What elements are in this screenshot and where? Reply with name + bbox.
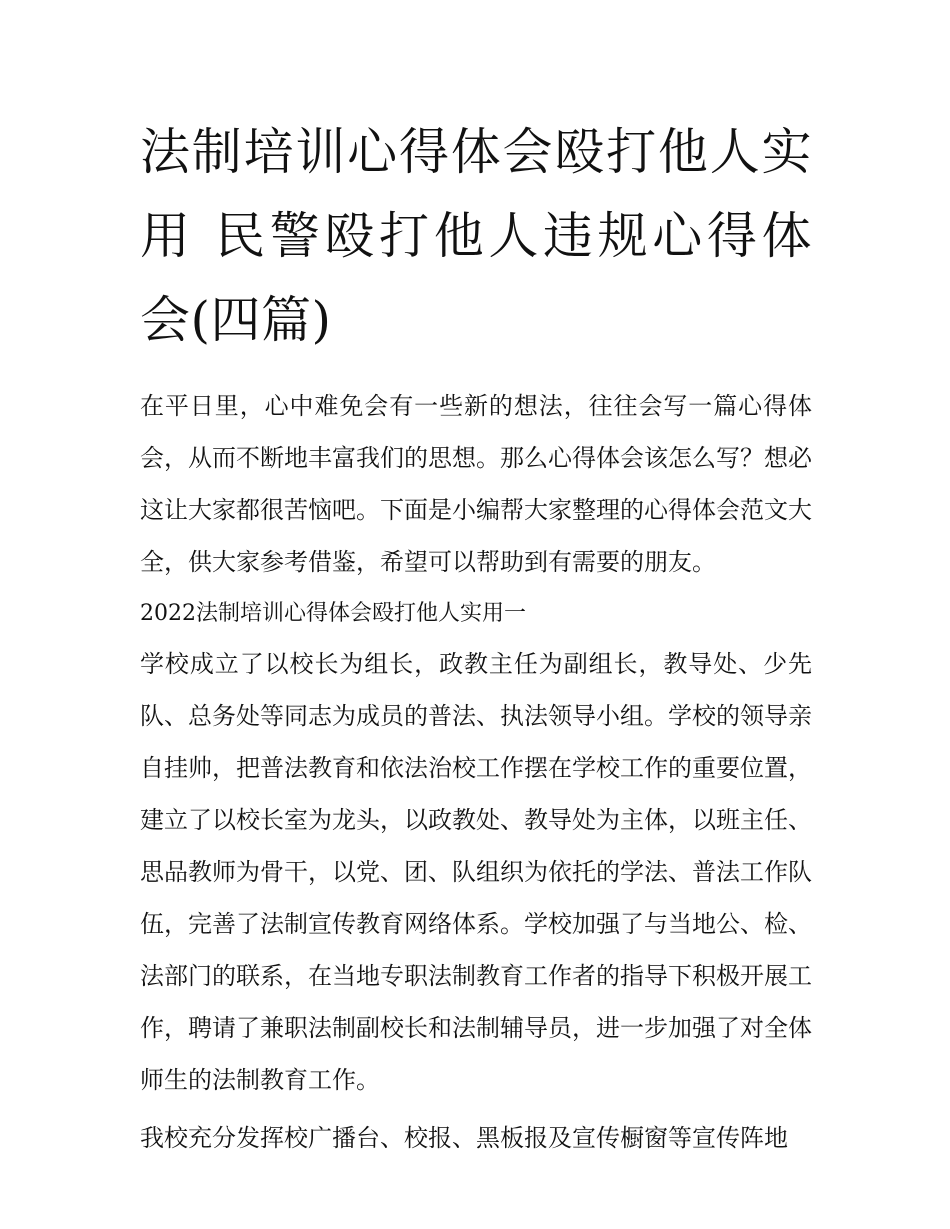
document-page bbox=[140, 110, 812, 1164]
intro-paragraph: 在平日里，心中难免会有一些新的想法，往往会写一篇心得体会，从而不断地丰富我们的思想。那么心得体会该怎么写？想必这让大家都很苦恼吧。下面是小编帮大家整理的心得体会范文大全，供大家参考借鉴，希望可以帮助到有需要的朋友。 bbox=[140, 392, 812, 576]
body-paragraph-2: 我校充分发挥校广播台、校报、黑板报及宣传橱窗等宣传阵地 bbox=[140, 1124, 788, 1152]
section-heading: 2022法制培训心得体会殴打他人实用一 bbox=[140, 601, 526, 626]
body-paragraph-1: 学校成立了以校长为组长，政教主任为副组长，教导处、少先队、总务处等同志为成员的普法、执法领导小组。学校的领导亲自挂帅，把普法教育和依法治校工作摆在学校工作的重要位置，建立了以校长室为龙头，以政教处、教导处为主体，以班主任、思品教师为骨干，以党、团、队组织为依托的学法、普法工作队伍，完善了法制宣传教育网络体系。学校加强了与当地公、检、法部门的联系，在当地专职法制教育工作者的指导下积极开展工作，聘请了兼职法制副校长和法制辅导员，进一步加强了对全体师生的法制教育工作。 bbox=[140, 650, 812, 1094]
document-title: 法制培训心得体会殴打他人实用 民警殴打他人违规心得体会(四篇) bbox=[140, 123, 812, 349]
